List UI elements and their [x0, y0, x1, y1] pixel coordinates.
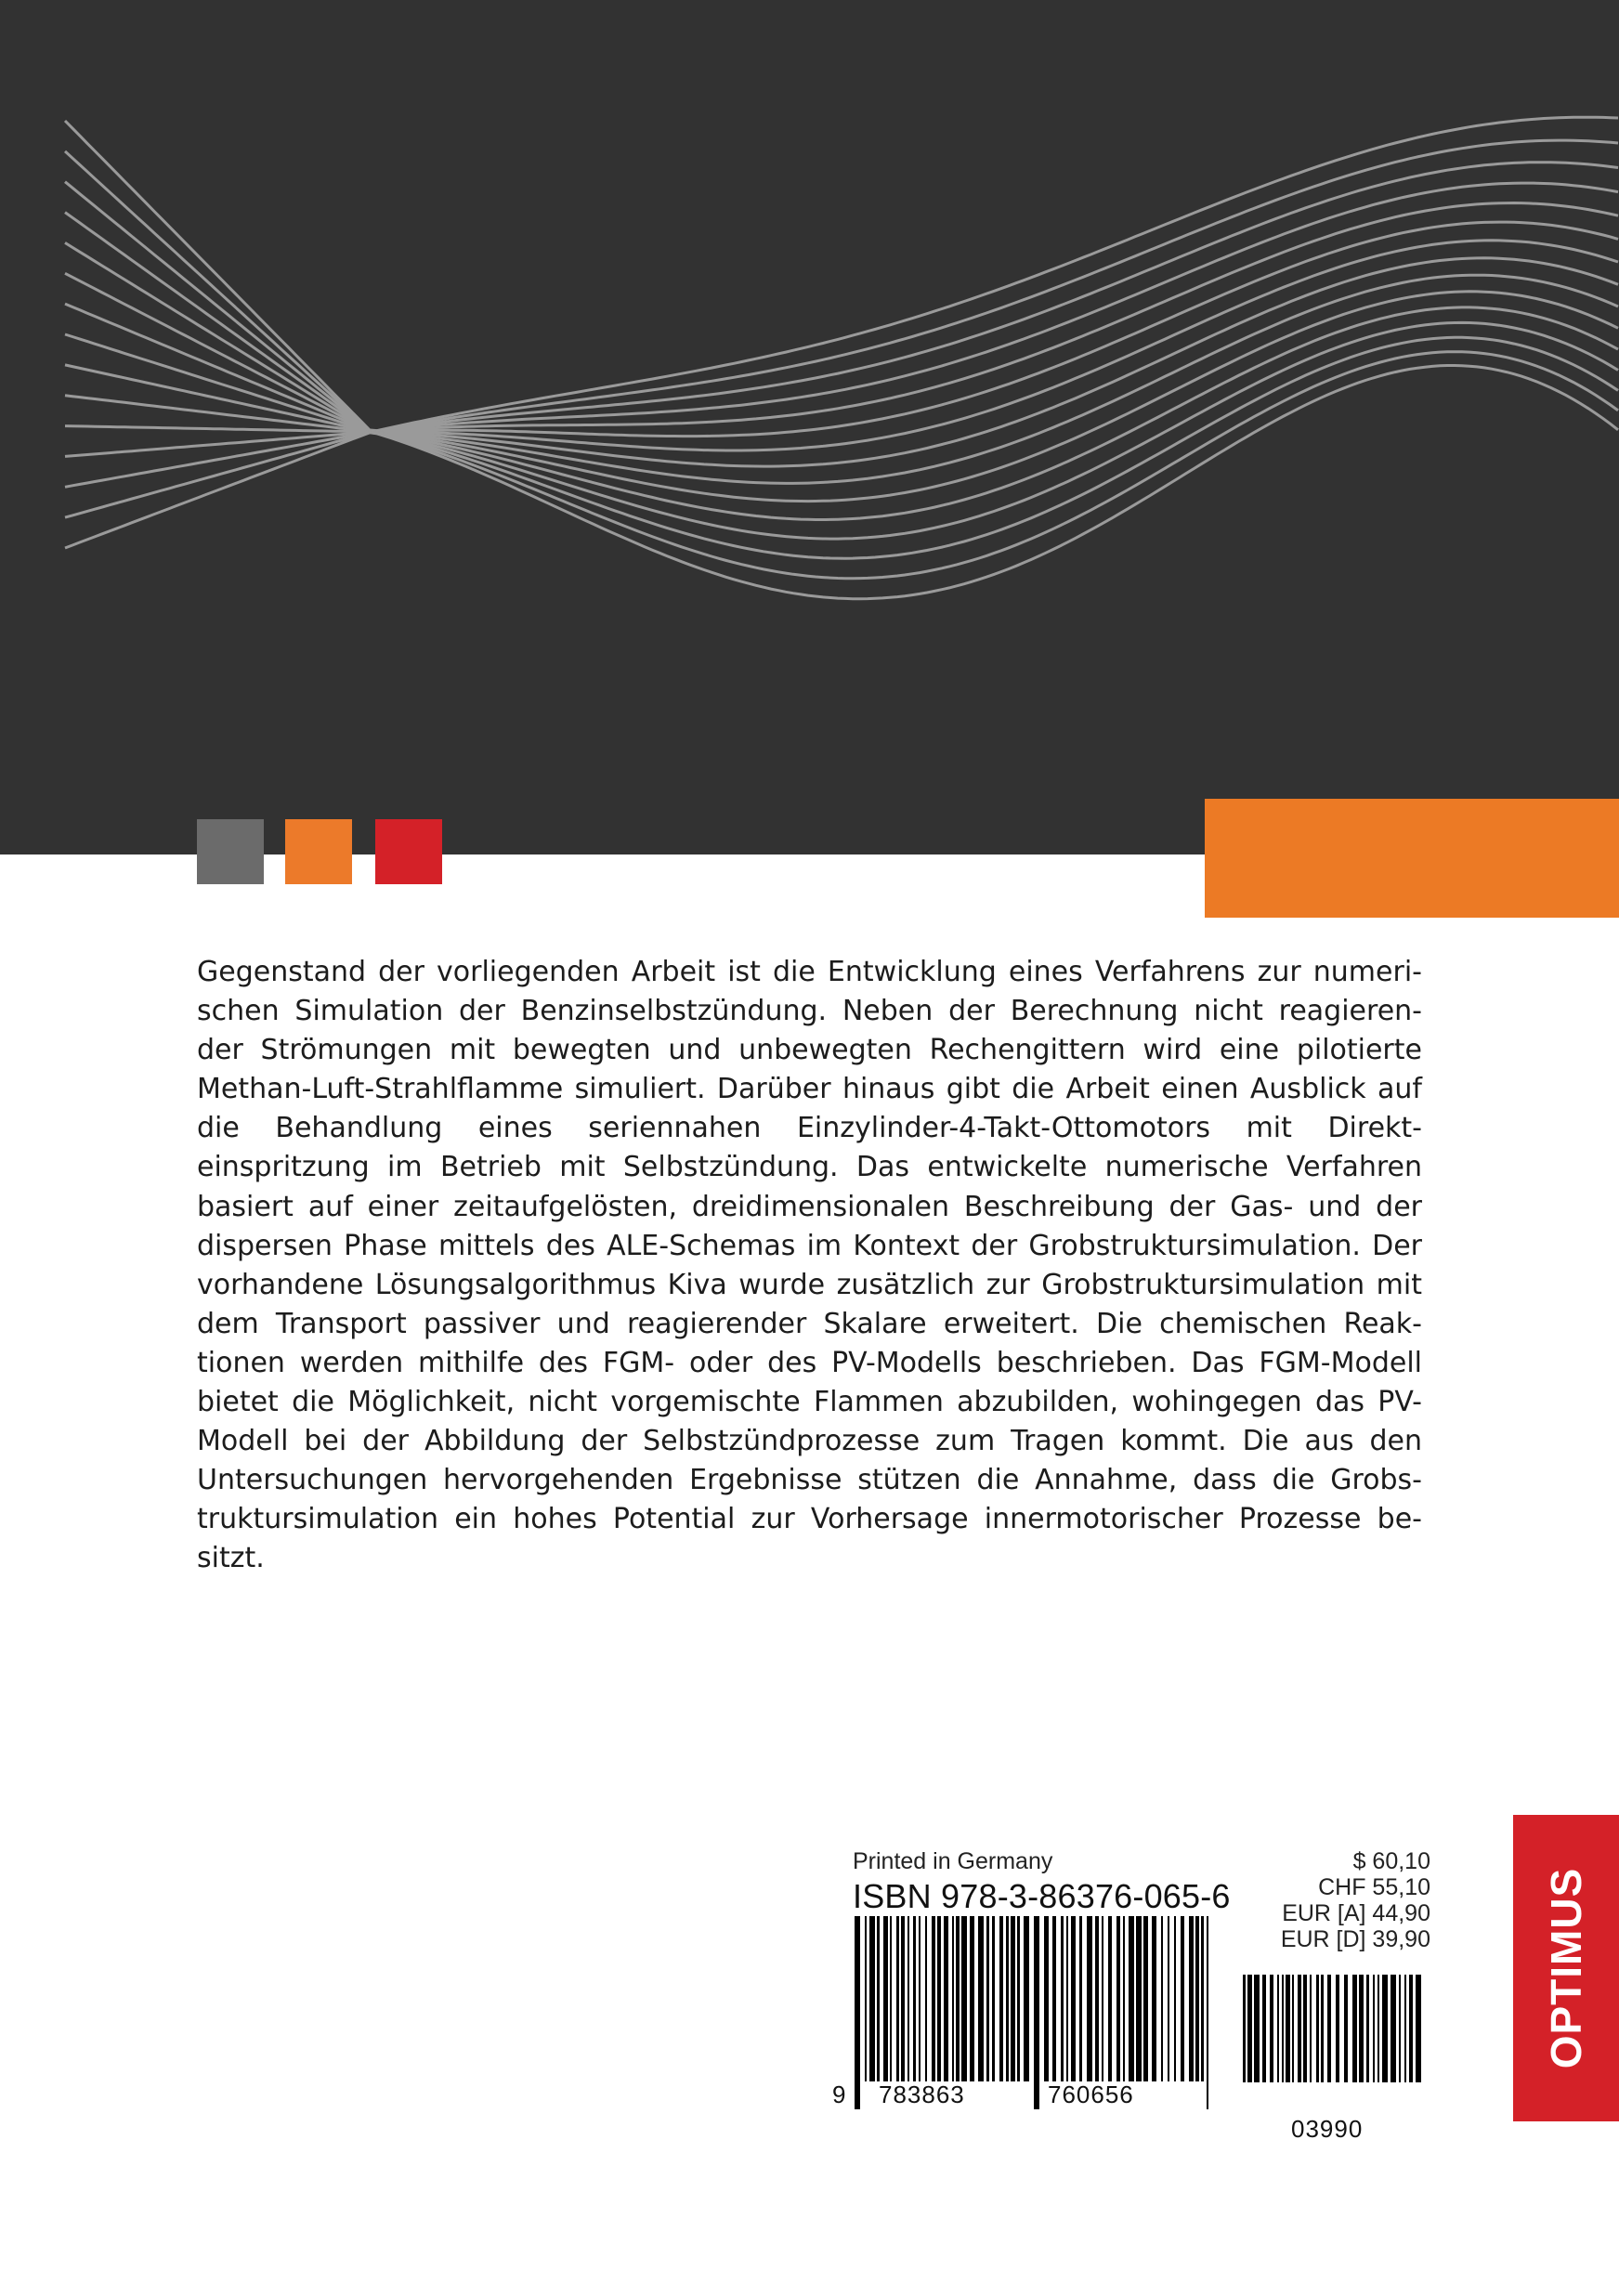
barcode-bar [1011, 1916, 1015, 2081]
description-line: dispersen Phase mittels des ALE-Schemas im Kontext der Grobstruktursimulation. Der [197, 1229, 1422, 1262]
barcode-bar [1024, 1916, 1029, 2081]
barcode-bar [1116, 1916, 1120, 2081]
barcode-bar [937, 1916, 941, 2081]
barcode-bar [1247, 1975, 1252, 2082]
barcode-bar [956, 1916, 960, 2081]
barcode-bar [970, 1916, 974, 2081]
barcode-bar [869, 1916, 875, 2081]
barcode-left-digits: 783863 [879, 2081, 965, 2108]
barcode-bar [1277, 1975, 1279, 2082]
barcode-bar [865, 1916, 867, 2081]
barcode-bar [1352, 1975, 1357, 2082]
description-line: einspritzung im Betrieb mit Selbstzündung. Das entwickelte numerische Verfahren [197, 1151, 1422, 1184]
barcode-bar [1123, 1916, 1125, 2081]
barcode-bar [855, 1916, 860, 2109]
orange-accent-bar [1205, 799, 1619, 918]
barcode-bar [1303, 1975, 1307, 2082]
barcode-bar [1017, 1916, 1020, 2081]
barcode-bar [1404, 1975, 1406, 2082]
barcode-bar [1095, 1916, 1099, 2081]
barcode-addon-digits: 03990 [1291, 2115, 1364, 2143]
red-square [375, 819, 442, 884]
barcode-bar [1391, 1975, 1396, 2082]
barcode-bar [1377, 1975, 1379, 2082]
barcode-bar [925, 1916, 927, 2081]
barcode-bar [907, 1916, 909, 2081]
barcode-bar [919, 1916, 920, 2081]
price-usd: $ 60,10 [1352, 1848, 1430, 1874]
barcode-bar [1262, 1975, 1266, 2082]
barcode-bar [1161, 1916, 1163, 2081]
barcode-bar [1034, 1916, 1039, 2109]
barcode-bar [1282, 1975, 1284, 2082]
barcode-bar [952, 1916, 954, 2081]
barcode-bar [932, 1916, 935, 2081]
description-line: vorhandene Lösungsalgorithmus Kiva wurde zusätzlich zur Grobstruktursimulation [197, 1268, 1365, 1301]
price-eur-a: EUR [A] 44,90 [1282, 1900, 1430, 1926]
barcode-bar [1327, 1975, 1331, 2082]
barcode-bar [1336, 1975, 1339, 2082]
description-line: Modell bei der Abbildung der Selbstzündprozesse zum Tragen kommt. Die aus den [197, 1425, 1422, 1458]
barcode-bar [1052, 1916, 1056, 2081]
grey-square [197, 819, 264, 884]
price-addon-barcode [1243, 1975, 1427, 2110]
barcode-bar [1071, 1916, 1076, 2081]
barcode-bar [1195, 1916, 1199, 2081]
barcode-bar [1254, 1975, 1260, 2082]
description-line: Methan-Luft-Strahlflamme simuliert. Darüber hinaus gibt die Arbeit einen Ausblick [197, 1073, 1366, 1106]
barcode-bar [1181, 1916, 1184, 2081]
barcode-bar [1061, 1916, 1064, 2081]
description-line: Gegenstand der vorliegenden Arbeit ist die Entwicklung eines Verfahrens zur numeri- [197, 956, 1422, 988]
barcode-first-digit: 9 [832, 2081, 846, 2108]
barcode-bar [1321, 1975, 1324, 2082]
barcode-bar [1298, 1975, 1301, 2082]
price-chf: CHF 55,10 [1318, 1874, 1430, 1900]
description-line: basiert auf einer zeitaufgelösten, dreidimensionalen Beschreibung der Gas- und der [197, 1190, 1422, 1223]
description-line: der Strömungen mit bewegten und unbewegten Rechengittern wird eine pilotierte [197, 1034, 1422, 1067]
barcode-bar [992, 1916, 995, 2081]
isbn-label: ISBN 978-3-86376-065-6 [853, 1877, 1231, 1915]
description-line: auf die Behandlung eines seriennahen Einzylinder-4-Takt-Ottomotors mit Direkt- [197, 1073, 1422, 1145]
barcode-bar [1087, 1916, 1092, 2081]
description-line: schen Simulation der Benzinselbstzündung. Neben der Berechnung nicht reagieren- [197, 995, 1422, 1028]
barcode-bar [1152, 1916, 1156, 2081]
barcode-bar [1416, 1975, 1421, 2082]
barcode-bar [1344, 1975, 1348, 2082]
barcode-bar [890, 1916, 892, 2081]
description-line: tionen werden mithilfe des FGM- oder des PV-Modells beschrieben. Das FGM-Modell [197, 1346, 1422, 1379]
barcode-bar [1286, 1975, 1290, 2082]
barcode-bar [1366, 1975, 1369, 2082]
barcode-bar [1270, 1975, 1273, 2082]
barcode-bar [1207, 1916, 1208, 2109]
barcode-bar [1143, 1916, 1148, 2081]
barcode-bar [1243, 1975, 1246, 2082]
barcode-bar [877, 1916, 880, 2081]
description-line: mit dem Transport passiver und reagierender Skalare erweitert. Die chemischen Reak- [197, 1268, 1422, 1340]
barcode-bar [986, 1916, 989, 2081]
barcode-bar [1399, 1975, 1401, 2082]
barcode-bar [1102, 1916, 1103, 2081]
barcode-bar [1292, 1975, 1294, 2082]
barcode-right-digits: 760656 [1048, 2081, 1134, 2108]
barcode-bar [1079, 1916, 1082, 2081]
barcode-bar [901, 1916, 905, 2081]
description-line: Untersuchungen hervorgehenden Ergebnisse stützen die Annahme, dass die Grobs- [197, 1464, 1422, 1497]
barcode-bar [1189, 1916, 1194, 2081]
barcode-bar [1359, 1975, 1364, 2082]
description-line: sitzt. [197, 1542, 265, 1575]
barcode-bar [1316, 1975, 1319, 2082]
barcode-bar [1382, 1975, 1388, 2082]
barcode-bar [999, 1916, 1003, 2081]
barcode-bar [883, 1916, 888, 2081]
orange-square [285, 819, 352, 884]
barcode-bar [1066, 1916, 1068, 2081]
description-line: bietet die Möglichkeit, nicht vorgemischte Flammen abzubilden, wohingegen das PV- [197, 1386, 1422, 1419]
barcode-bar [961, 1916, 967, 2081]
barcode-bar [944, 1916, 948, 2081]
decorative-header-panel [0, 0, 1619, 854]
barcode-bar [1409, 1975, 1413, 2082]
barcode-bar [1136, 1916, 1142, 2081]
printed-in-label: Printed in Germany [853, 1848, 1053, 1874]
price-list [1208, 1848, 1430, 1952]
barcode-bar [1168, 1916, 1169, 2081]
barcode-bar [1006, 1916, 1009, 2081]
barcode-bar [1174, 1916, 1176, 2081]
barcode-bar [1201, 1916, 1204, 2081]
description-line: truktursimulation ein hohes Potential zur Vorhersage innermotorischer Prozesse be- [197, 1503, 1422, 1536]
barcode-bar [896, 1916, 899, 2081]
barcode-bar [978, 1916, 984, 2081]
barcode-bar [1044, 1916, 1049, 2081]
barcode-bar [1373, 1975, 1375, 2082]
wave-lines-graphic [0, 0, 1619, 854]
barcode-bar [913, 1916, 916, 2081]
barcode-bar [1108, 1916, 1112, 2081]
book-description [197, 953, 1422, 1579]
barcode-bar [1129, 1916, 1134, 2081]
barcode-bar [1310, 1975, 1312, 2082]
wave-line [65, 292, 1618, 502]
publisher-tab [1513, 1815, 1619, 2121]
publisher-logo-text: OPTIMUS [1542, 1867, 1590, 2069]
price-eur-d: EUR [D] 39,90 [1280, 1926, 1430, 1952]
